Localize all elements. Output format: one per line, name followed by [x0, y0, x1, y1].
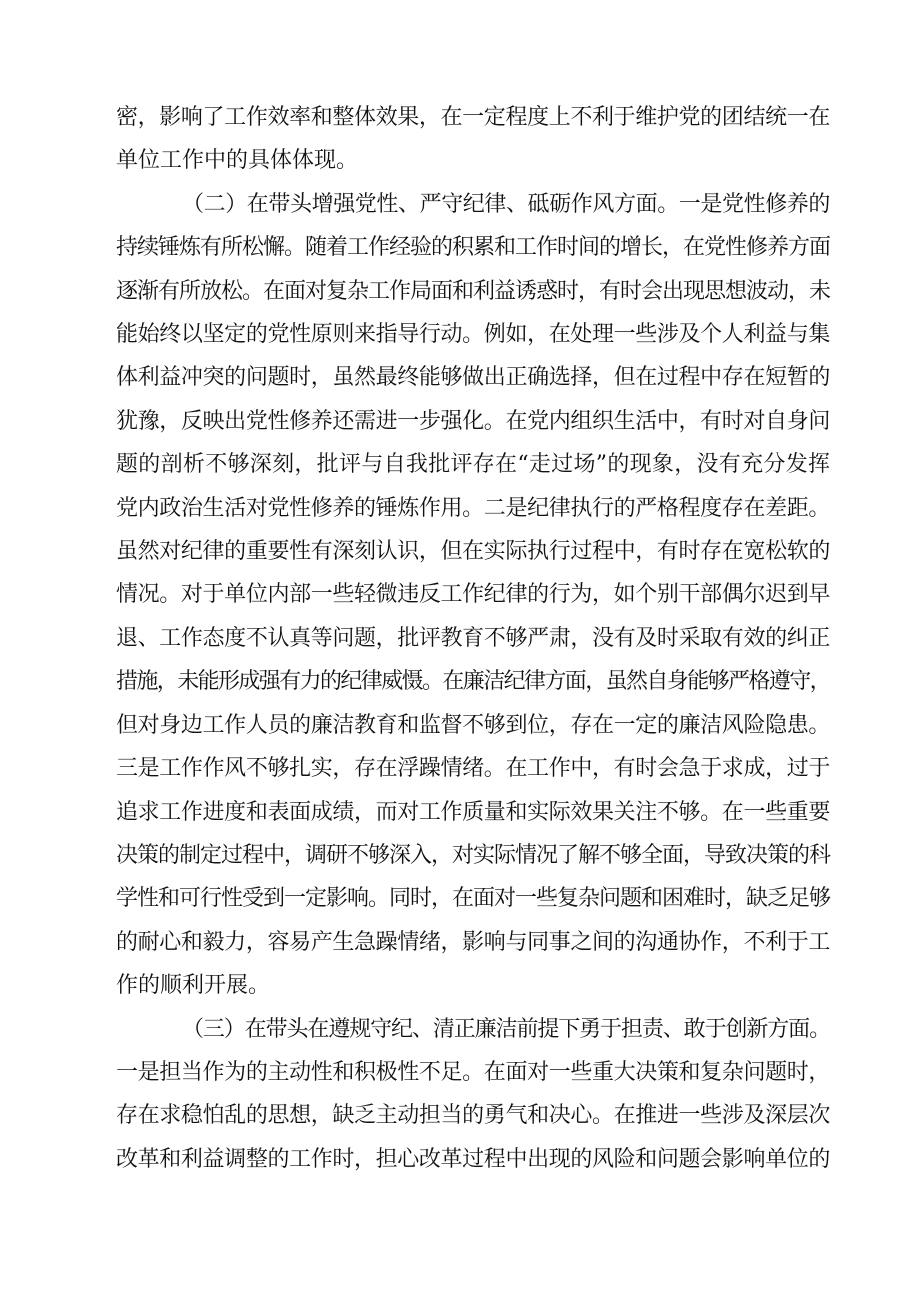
text-line: 密，影响了工作效率和整体效果，在一定程度上不利于维护党的团结统一在	[116, 105, 830, 130]
text-line: （三）在带头在遵规守纪、清正廉洁前提下勇于担责、敢于创新方面。	[182, 1016, 830, 1042]
text-line: 但对身边工作人员的廉洁教育和监督不够到位，存在一定的廉洁风险隐患。	[116, 712, 830, 738]
text-line: 存在求稳怕乱的思想，缺乏主动担当的勇气和决心。在推进一些涉及深层次	[116, 1103, 830, 1129]
text-line: 逐渐有所放松。在面对复杂工作局面和利益诱惑时，有时会出现思想波动，未	[116, 278, 830, 304]
text-line: （二）在带头增强党性、严守纪律、砥砺作风方面。一是党性修养的	[182, 191, 830, 217]
text-line: 追求工作进度和表面成绩，而对工作质量和实际效果关注不够。在一些重要	[116, 799, 830, 825]
text-line: 虽然对纪律的重要性有深刻认识，但在实际执行过程中，有时存在宽松软的	[116, 539, 830, 565]
text-line: 一是担当作为的主动性和积极性不足。在面对一些重大决策和复杂问题时，	[116, 1059, 830, 1085]
text-line: 情况。对于单位内部一些轻微违反工作纪律的行为，如个别干部偶尔迟到早	[116, 582, 830, 608]
text-line: 体利益冲突的问题时，虽然最终能够做出正确选择，但在过程中存在短暂的	[116, 365, 830, 391]
document-body	[116, 96, 830, 1181]
paragraph-3	[116, 1008, 830, 1182]
text-line: 党内政治生活对党性修养的锤炼作用。二是纪律执行的严格程度存在差距。	[116, 495, 830, 521]
text-line: 的耐心和毅力，容易产生急躁情绪，影响与同事之间的沟通协作，不利于工	[116, 929, 830, 955]
text-line: 改革和利益调整的工作时，担心改革过程中出现的风险和问题会影响单位的	[116, 1146, 830, 1172]
paragraph-2	[116, 183, 830, 1008]
text-line: 学性和可行性受到一定影响。同时，在面对一些复杂问题和困难时，缺乏足够	[116, 886, 830, 912]
text-line: 措施，未能形成强有力的纪律威慑。在廉洁纪律方面，虽然自身能够严格遵守，	[116, 669, 830, 695]
text-line: 退、工作态度不认真等问题，批评教育不够严肃，没有及时采取有效的纠正	[116, 625, 830, 651]
paragraph-1	[116, 96, 830, 183]
text-line: 决策的制定过程中，调研不够深入，对实际情况了解不够全面，导致决策的科	[116, 842, 830, 868]
text-line: 作的顺利开展。	[116, 973, 271, 999]
text-line: 能始终以坚定的党性原则来指导行动。例如，在处理一些涉及个人利益与集	[116, 322, 830, 348]
text-line: 题的剖析不够深刻，批评与自我批评存在“走过场”的现象，没有充分发挥	[116, 452, 830, 478]
text-line: 持续锤炼有所松懈。随着工作经验的积累和工作时间的增长，在党性修养方面	[116, 235, 830, 261]
text-line: 犹豫，反映出党性修养还需进一步强化。在党内组织生活中，有时对自身问	[116, 408, 830, 434]
text-line: 单位工作中的具体体现。	[116, 148, 359, 174]
text-line: 三是工作作风不够扎实，存在浮躁情绪。在工作中，有时会急于求成，过于	[116, 756, 830, 782]
